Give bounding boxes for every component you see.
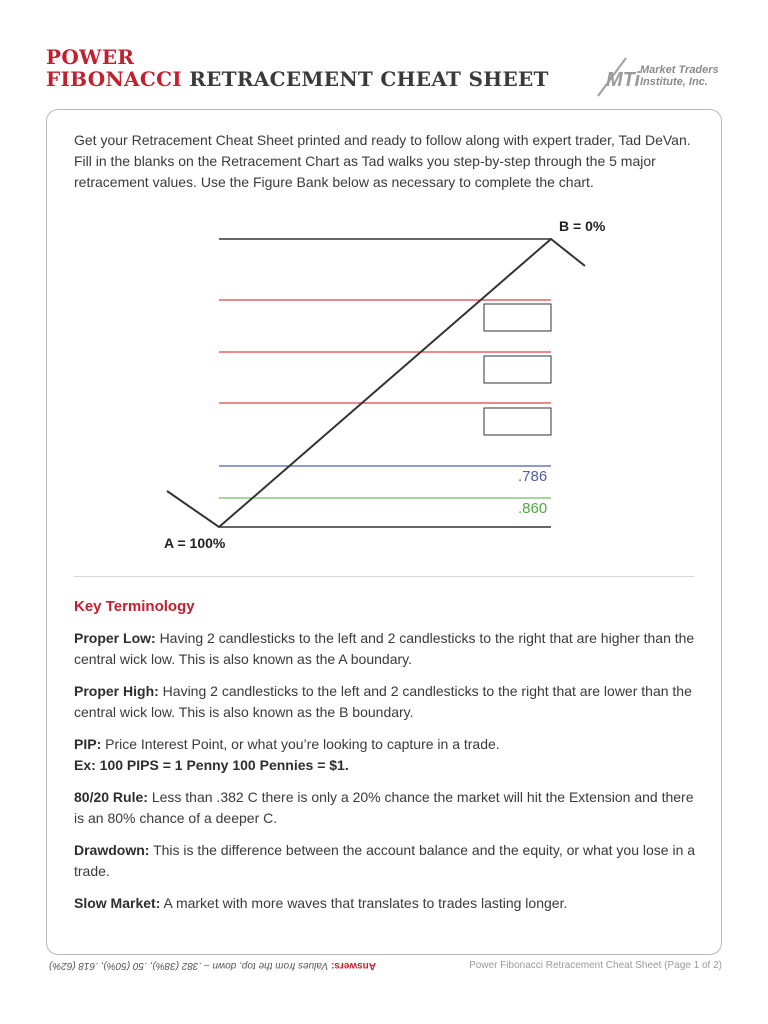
term-label: Slow Market: [74,895,161,911]
term-definition: Less than .382 C there is only a 20% chance the market will hit the Extension and there is an 80% chance of a deeper C. [74,789,694,826]
terminology-list [74,628,704,925]
title-fibonacci: FIBONACCI [46,67,182,91]
blank-box-1 [484,304,551,331]
svg-text:MTi: MTi [606,69,640,91]
term-drawdown [74,840,704,882]
term-pip [74,734,704,776]
answers-label: Answers: [330,960,376,971]
blank-box-2 [484,356,551,383]
answers-text: Values from the top, down – .382 (38%), .50 (50%), .618 (62%) [48,960,329,971]
key-terminology-heading: Key Terminology [74,598,195,615]
blank-box-3 [484,408,551,435]
term-definition: Having 2 candlesticks to the left and 2 candlesticks to the right that are lower than the central wick low. This is also known as the B boundary. [74,683,692,720]
term-80-20-rule [74,787,704,829]
term-definition: This is the difference between the account balance and the equity, or what you lose in a trade. [74,842,696,879]
b-label: B = 0% [559,218,606,234]
intro-text: Get your Retracement Cheat Sheet printed and ready to follow along with expert trader, Tad DeVan. Fill in the blanks on the Retracement Chart as Tad walks you step-by-step through the 5 major retracement values. Use the Figure Bank below as necessary to complete the chart. [74,132,691,190]
title-line-1: POWER [46,45,135,69]
section-divider [74,576,694,577]
logo-line-2: Institute, Inc. [640,76,708,88]
answers-upside-down [46,960,376,971]
level-786-label: .786 [518,468,548,485]
page-footer: Power Fibonacci Retracement Cheat Sheet (Page 1 of 2) [469,960,722,971]
logo-line-1: Market Traders [640,64,719,76]
title-rest: RETRACEMENT CHEAT SHEET [189,67,549,91]
level-860-label: .860 [518,500,548,517]
term-definition: Having 2 candlesticks to the left and 2 candlesticks to the right that are higher than the central wick low. This is also known as the A boundary. [74,630,695,667]
term-label: Proper Low: [74,630,156,646]
a-label: A = 100% [164,535,226,551]
term-example: Ex: 100 PIPS = 1 Penny 100 Pennies = $1. [74,757,349,773]
term-definition: Price Interest Point, or what you’re looking to capture in a trade. [105,736,500,752]
term-definition: A market with more waves that translates to trades lasting longer. [163,895,568,911]
term-proper-low [74,628,704,670]
term-proper-high [74,681,704,723]
term-label: 80/20 Rule: [74,789,148,805]
term-label: Drawdown: [74,842,150,858]
term-label: PIP: [74,736,102,752]
term-slow-market [74,893,704,914]
term-label: Proper High: [74,683,159,699]
